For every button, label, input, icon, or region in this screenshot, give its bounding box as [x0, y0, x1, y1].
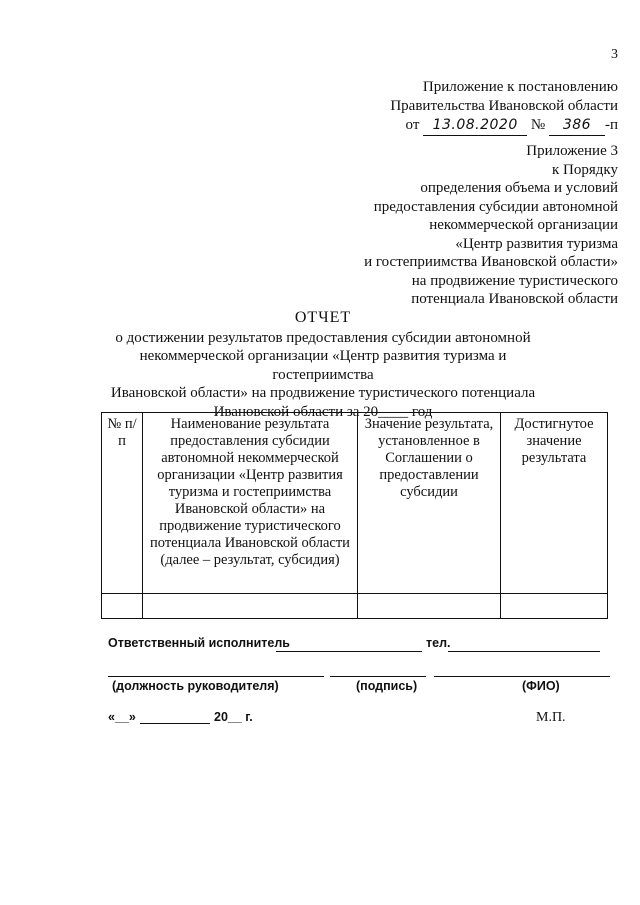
table-row [102, 594, 608, 619]
appendix3-line: Приложение 3 [526, 143, 618, 159]
date-year: 20__ г. [214, 710, 253, 724]
signature-line [330, 676, 426, 677]
table-cell [143, 594, 358, 619]
report-subtitle-line: некоммерческой организации «Центр развития туризма и гостеприимства [139, 348, 507, 383]
report-title: ОТЧЕТ [294, 309, 352, 326]
signature-label: (подпись) [356, 679, 418, 693]
table-cell [102, 594, 143, 619]
page-number: 3 [611, 47, 618, 62]
stamp-place-label: М.П. [536, 710, 566, 725]
date-day: «__» [108, 710, 136, 724]
table-cell [358, 594, 501, 619]
responsible-line [276, 651, 422, 652]
tel-label: тел. [426, 636, 451, 650]
header-number: № п/п [102, 413, 143, 594]
appendix-3-block [318, 142, 618, 309]
position-line [108, 676, 324, 677]
fio-label: (ФИО) [522, 679, 560, 693]
date-prefix: от [405, 117, 420, 133]
handwritten-date: 13.08.2020 [423, 116, 527, 136]
number-suffix: -п [604, 117, 618, 133]
appendix3-line: определения объема и условий [420, 180, 618, 196]
date-month-line [140, 723, 210, 724]
appendix3-line: к Порядку [552, 161, 618, 178]
report-subtitle-line: Ивановской области за 20____ год [213, 403, 433, 420]
report-heading [88, 309, 558, 421]
table-cell [501, 594, 608, 619]
appendix3-line: «Центр развития туризма [455, 235, 618, 252]
responsible-label: Ответственный исполнитель [108, 636, 290, 650]
header-achieved-value: Достигнутое значение результата [501, 413, 608, 594]
order-reference [298, 116, 618, 136]
header-target-value: Значение результата, установленное в Соглашении о предоставлении субсидии [358, 413, 501, 594]
report-table [101, 412, 608, 619]
appendix-line-1: Приложение к постановлению [422, 79, 618, 95]
position-label: (должность руководителя) [112, 679, 279, 693]
handwritten-number: 386 [549, 116, 605, 136]
table-header-row [102, 413, 608, 594]
appendix3-line: предоставления субсидии автономной [373, 198, 618, 215]
report-subtitle-line: Ивановской области» на продвижение туристического потенциала [110, 385, 536, 401]
appendix3-line: и гостеприимства Ивановской области» [364, 254, 618, 270]
appendix-header [298, 78, 618, 136]
appendix3-line: потенциала Ивановской области [411, 291, 618, 307]
number-prefix: № [530, 117, 546, 133]
header-result-name: Наименование результата предоставления субсидии автономной некоммерческой организации «Центр развития туризма и гостеприимства Ивановской области» на продвижение туристического потенциала Ивановской области (далее – результат, субсидия) [143, 413, 358, 594]
tel-line [448, 651, 600, 652]
fio-line [434, 676, 610, 677]
report-subtitle-line: о достижении результатов предоставления субсидии автономной [115, 329, 531, 346]
appendix3-line: некоммерческой организации [429, 217, 618, 233]
appendix3-line: на продвижение туристического [411, 272, 618, 289]
appendix-line-2: Правительства Ивановской области [390, 98, 618, 114]
